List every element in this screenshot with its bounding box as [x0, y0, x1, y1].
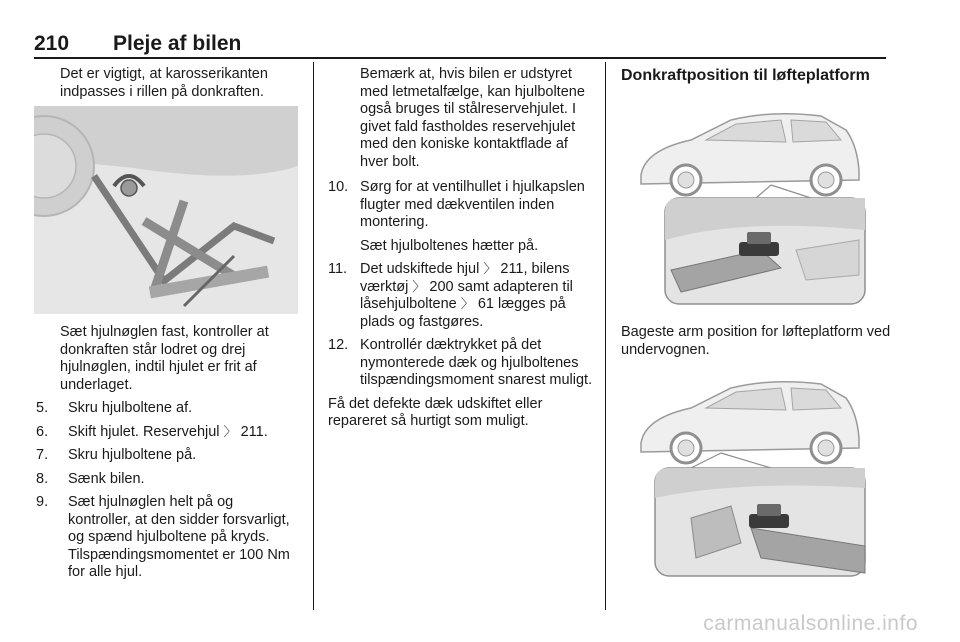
middle-column [328, 66, 594, 431]
jack-illustration [34, 106, 298, 314]
page-ref-link[interactable]: 211 [500, 261, 524, 277]
ref-arrow-icon: 〉 [483, 262, 497, 277]
header-rule [34, 57, 886, 59]
ref-arrow-icon: 〉 [460, 297, 474, 312]
page-ref-link[interactable]: 61 [477, 296, 494, 312]
left-intro-text: Det er vigtigt, at karosserikanten indpasses i rillen på donkraften. [60, 66, 268, 100]
section-heading: Donkraftposition til løfteplatform [621, 67, 870, 84]
alloy-note: Bemærk at, hvis bilen er udstyret med letmetalfælge, kan hjulboltene også bruges til stålreservehjulet. I givet fald fastholdes reservehjulet med den koniske kontaktflade af hver bolt. [360, 66, 585, 170]
left-intro [60, 66, 300, 101]
page-ref-link[interactable]: 200 [429, 278, 454, 295]
car-lift-rear-illustration [621, 368, 885, 580]
closing-paragraph: Få det defekte dæk udskiftet eller repareret så hurtigt som muligt. [328, 395, 543, 429]
column-divider-right [605, 62, 606, 610]
list-item-10: 10. Sørg for at ventilhullet i hjulkapslen flugter med dækventilen inden montering. Sæt hjulboltenes hætter på. [328, 179, 585, 254]
right-heading-wrap [621, 66, 891, 86]
list-item-7: 7. Skru hjulboltene på. [36, 447, 197, 463]
jack-caption: Sæt hjulnøglen fast, kontroller at donkraften står lodret og drej hjulnøglen, indtil hjulet er frit af underlaget. [60, 324, 269, 393]
page-ref-link[interactable]: 211 [240, 423, 264, 440]
lift-figure-rear [621, 368, 885, 580]
jack-figure [34, 106, 298, 314]
chapter-title: Pleje af bilen [113, 32, 242, 55]
left-caption [60, 324, 300, 394]
lift-caption: Bageste arm position for løfteplatform ved undervognen. [621, 324, 891, 358]
ref-arrow-icon: 〉 [223, 424, 237, 440]
right-caption [621, 324, 891, 359]
list-item-9: 9. Sæt hjulnøglen helt på og kontroller, at den sidder forsvarligt, og spænd hjulboltene på kryds. Tilspændingsmomentet er 100 Nm for alle hjul. [36, 494, 290, 580]
list-item-5: 5. Skru hjulboltene af. [36, 400, 193, 416]
lift-figure-front [621, 100, 885, 308]
watermark: carmanualsonline.info [703, 612, 918, 635]
ref-arrow-icon: 〉 [412, 279, 426, 295]
list-item-8: 8. Sænk bilen. [36, 470, 145, 487]
column-divider-left [313, 62, 314, 610]
list-item-11: 11. Det udskiftede hjul 〉 211, bilens værktøj 〉 200 samt adapteren til låsehjulboltene 〉 61 lægges på plads og fastgøres. [328, 261, 573, 330]
left-steps-list [36, 400, 300, 588]
page-number: 210 [34, 32, 70, 55]
car-lift-front-illustration [621, 100, 885, 308]
list-item-6: 6. Skift hjulet. Reservehjul 〉 211. [36, 423, 268, 440]
list-item-12: 12. Kontrollér dæktrykket på det nymonterede dæk og hjulboltenes tilspændingsmoment snarest muligt. [328, 337, 593, 388]
